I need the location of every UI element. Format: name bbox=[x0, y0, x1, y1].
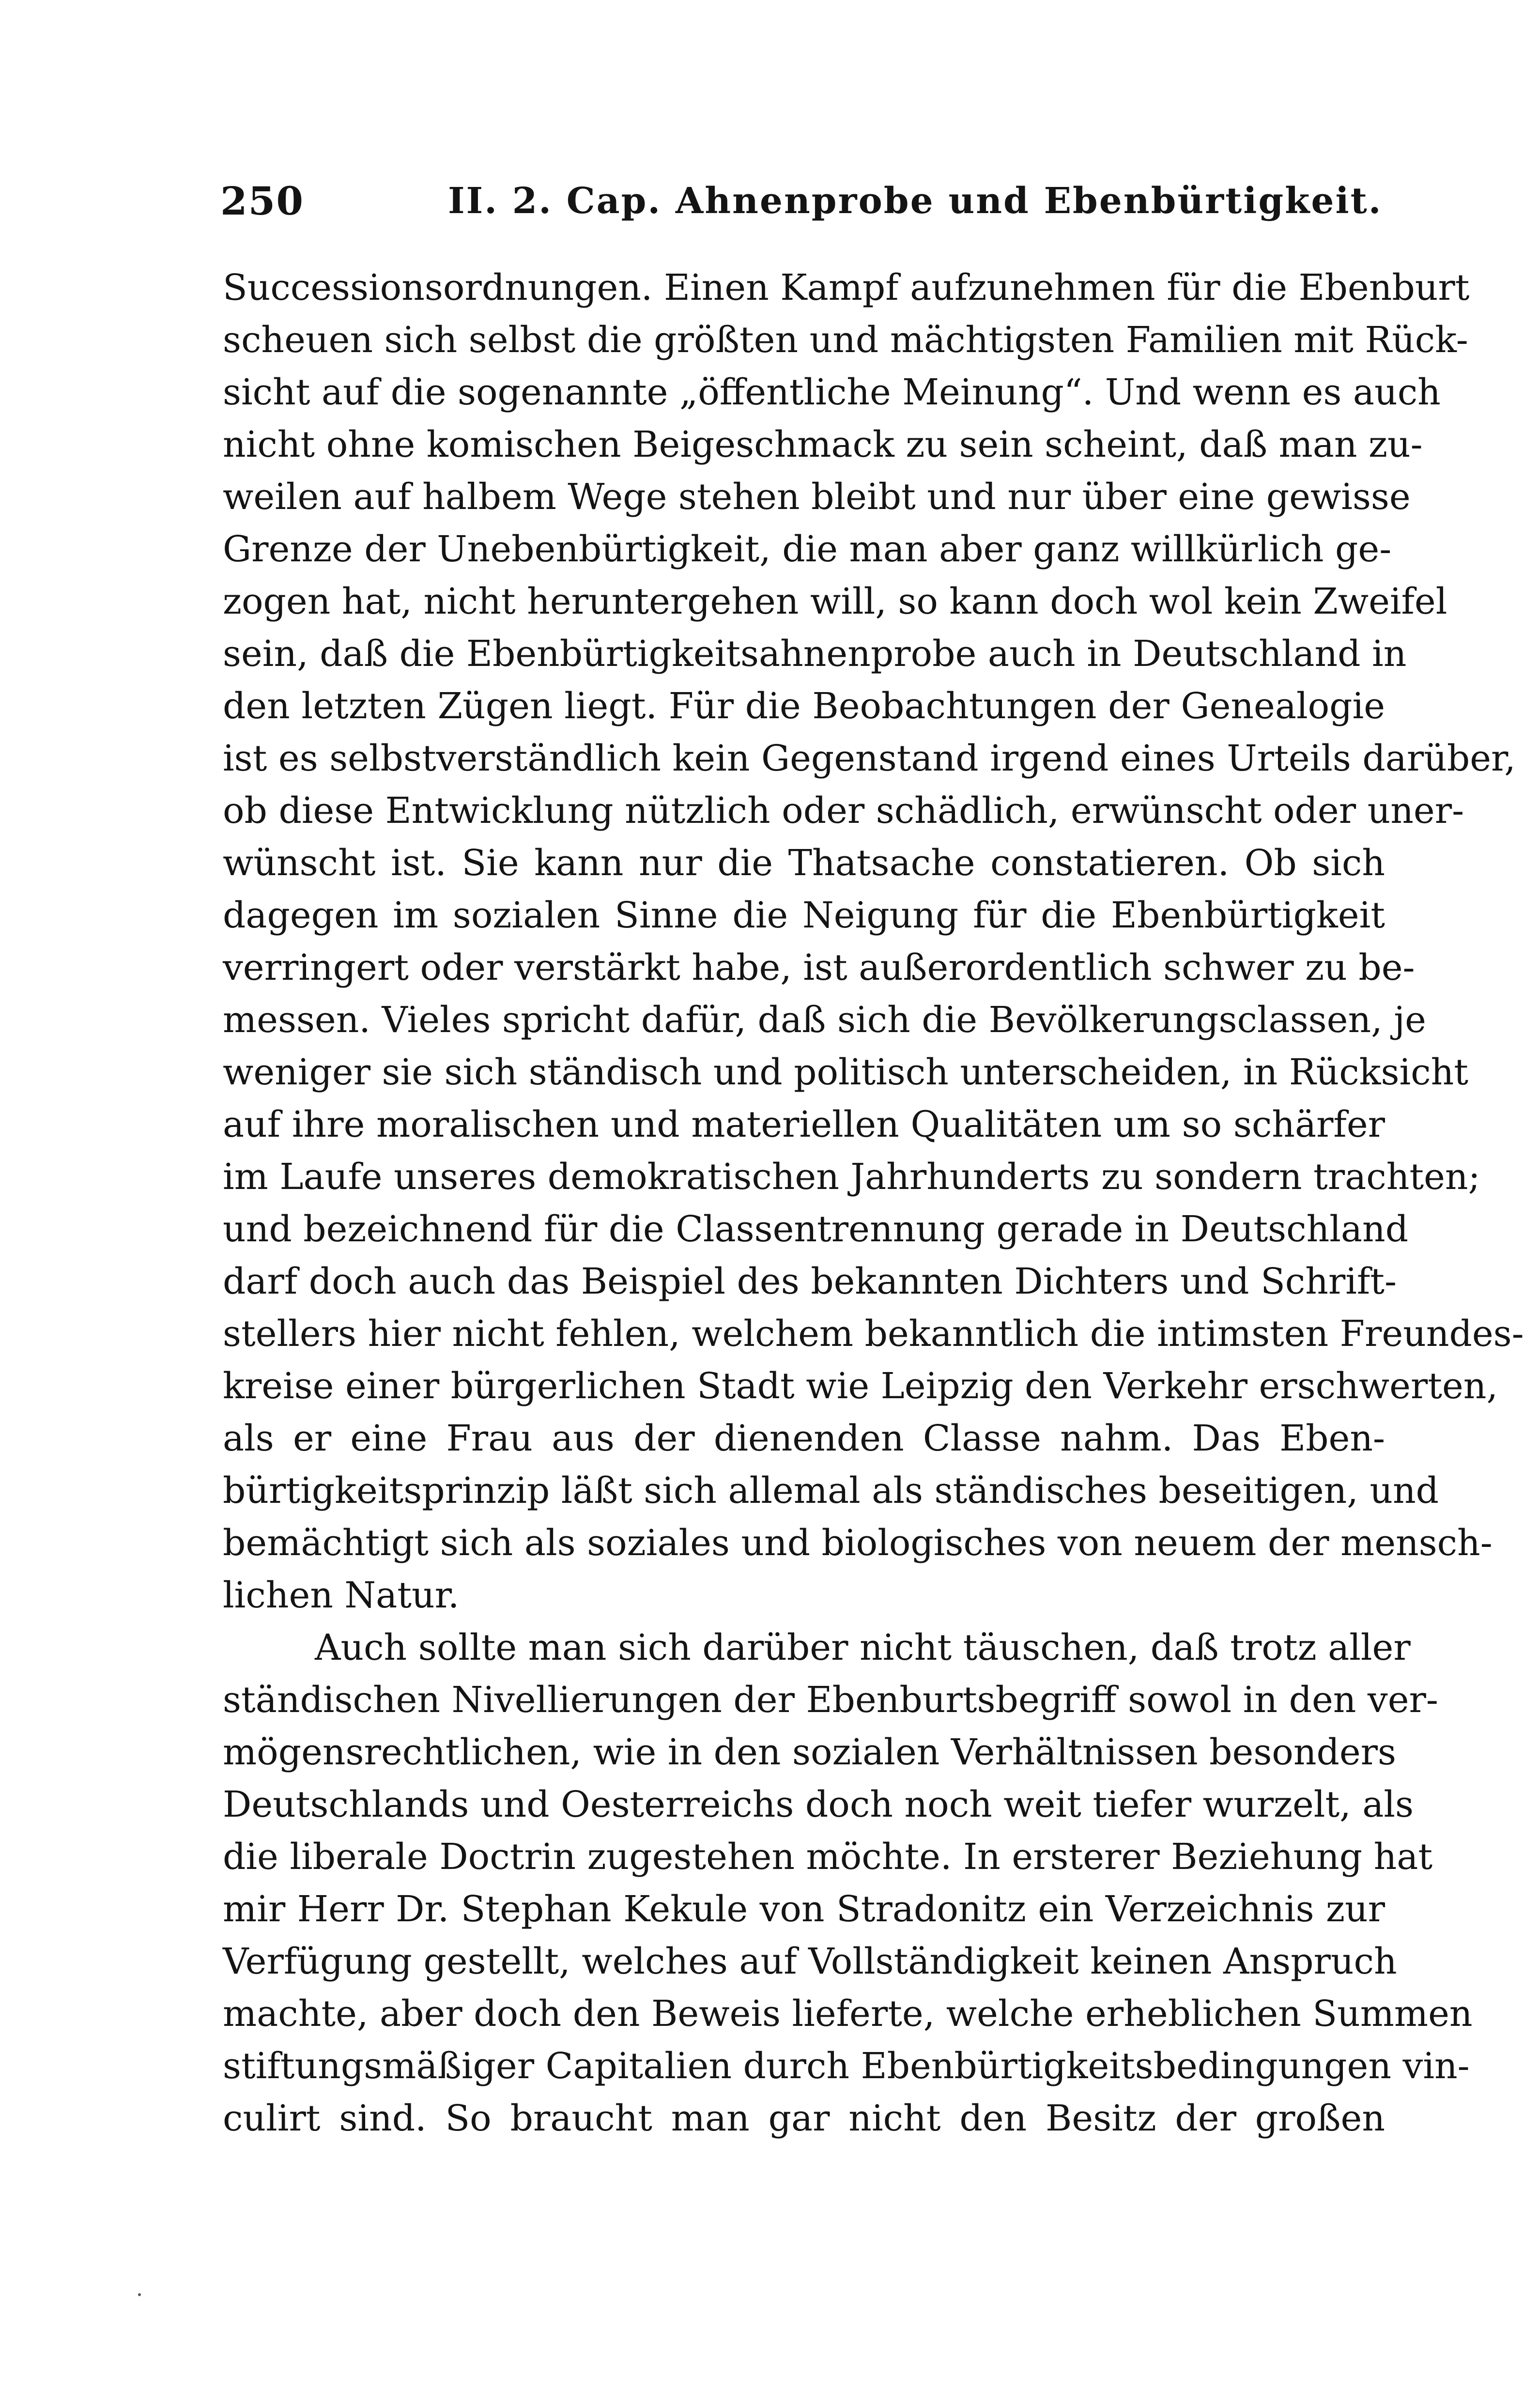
page-number: 250 bbox=[220, 178, 304, 224]
text-line: sicht auf die sogenannte „öffentliche Meinung“. Und wenn es auch bbox=[223, 371, 1441, 413]
text-line: ob diese Entwicklung nützlich oder schädlich, erwünscht oder uner- bbox=[223, 790, 1464, 832]
text-line: zogen hat, nicht heruntergehen will, so kann doch wol kein Zweifel bbox=[223, 581, 1447, 622]
ink-speck bbox=[138, 2293, 141, 2296]
text-line: sein, daß die Ebenbürtigkeitsahnenprobe auch in Deutschland in bbox=[223, 633, 1407, 675]
text-line: wünscht ist. Sie kann nur die Thatsache constatieren. Ob sich bbox=[223, 842, 1385, 884]
body-text bbox=[223, 262, 1524, 2145]
text-line: ist es selbstverständlich kein Gegenstand irgend eines Urteils darüber, bbox=[223, 738, 1516, 779]
text-line: den letzten Zügen liegt. Für die Beobachtungen der Genealogie bbox=[223, 685, 1385, 727]
text-line: bemächtigt sich als soziales und biologisches von neuem der mensch- bbox=[223, 1522, 1493, 1564]
text-line: stellers hier nicht fehlen, welchem bekanntlich die intimsten Freundes- bbox=[223, 1313, 1524, 1355]
text-line: auf ihre moralischen und materiellen Qualitäten um so schärfer bbox=[223, 1104, 1385, 1145]
text-line: weilen auf halbem Wege stehen bleibt und nur über eine gewisse bbox=[223, 476, 1411, 518]
text-line: und bezeichnend für die Classentrennung gerade in Deutschland bbox=[223, 1208, 1409, 1250]
text-line: die liberale Doctrin zugestehen möchte. In ersterer Beziehung hat bbox=[223, 1836, 1433, 1878]
paragraph-start-line: Auch sollte man sich darüber nicht täuschen, daß trotz aller bbox=[315, 1627, 1411, 1668]
running-head: II. 2. Cap. Ahnenprobe und Ebenbürtigkeit. bbox=[448, 180, 1383, 222]
text-line: Verfügung gestellt, welches auf Vollständigkeit keinen Anspruch bbox=[223, 1941, 1397, 1982]
text-line: messen. Vieles spricht dafür, daß sich die Bevölkerungsclassen, je bbox=[223, 999, 1426, 1041]
text-line: culirt sind. So braucht man gar nicht den Besitz der großen bbox=[223, 2098, 1385, 2139]
text-line: Deutschlands und Oesterreichs doch noch weit tiefer wurzelt, als bbox=[223, 1784, 1414, 1825]
text-line: stiftungsmäßiger Capitalien durch Ebenbürtigkeitsbedingungen vin- bbox=[223, 2045, 1470, 2087]
text-line: ständischen Nivellierungen der Ebenburtsbegriff sowol in den ver- bbox=[223, 1679, 1438, 1721]
page-header bbox=[220, 172, 1383, 230]
text-line: dagegen im sozialen Sinne die Neigung für die Ebenbürtigkeit bbox=[223, 895, 1385, 936]
text-line: mir Herr Dr. Stephan Kekule von Stradonitz ein Verzeichnis zur bbox=[223, 1888, 1385, 1930]
text-line: machte, aber doch den Beweis lieferte, welche erheblichen Summen bbox=[223, 1993, 1473, 2035]
text-line: als er eine Frau aus der dienenden Classe nahm. Das Eben- bbox=[223, 1418, 1385, 1459]
text-line: darf doch auch das Beispiel des bekannten Dichters und Schrift- bbox=[223, 1261, 1397, 1302]
text-line: bürtigkeitsprinzip läßt sich allemal als ständisches beseitigen, und bbox=[223, 1470, 1439, 1512]
text-line: im Laufe unseres demokratischen Jahrhunderts zu sondern trachten; bbox=[223, 1156, 1480, 1198]
text-line: kreise einer bürgerlichen Stadt wie Leipzig den Verkehr erschwerten, bbox=[223, 1365, 1498, 1407]
text-line: scheuen sich selbst die größten und mächtigsten Familien mit Rück- bbox=[223, 319, 1468, 361]
text-line: weniger sie sich ständisch und politisch unterscheiden, in Rücksicht bbox=[223, 1051, 1468, 1093]
text-line: verringert oder verstärkt habe, ist außerordentlich schwer zu be- bbox=[223, 947, 1415, 988]
text-line: Grenze der Unebenbürtigkeit, die man aber ganz willkürlich ge- bbox=[223, 528, 1392, 570]
text-line: mögensrechtlichen, wie in den sozialen Verhältnissen besonders bbox=[223, 1731, 1397, 1773]
text-line: Successionsordnungen. Einen Kampf aufzunehmen für die Ebenburt bbox=[223, 267, 1470, 309]
paragraph-end-line: lichen Natur. bbox=[223, 1574, 460, 1616]
text-line: nicht ohne komischen Beigeschmack zu sein scheint, daß man zu- bbox=[223, 424, 1423, 465]
